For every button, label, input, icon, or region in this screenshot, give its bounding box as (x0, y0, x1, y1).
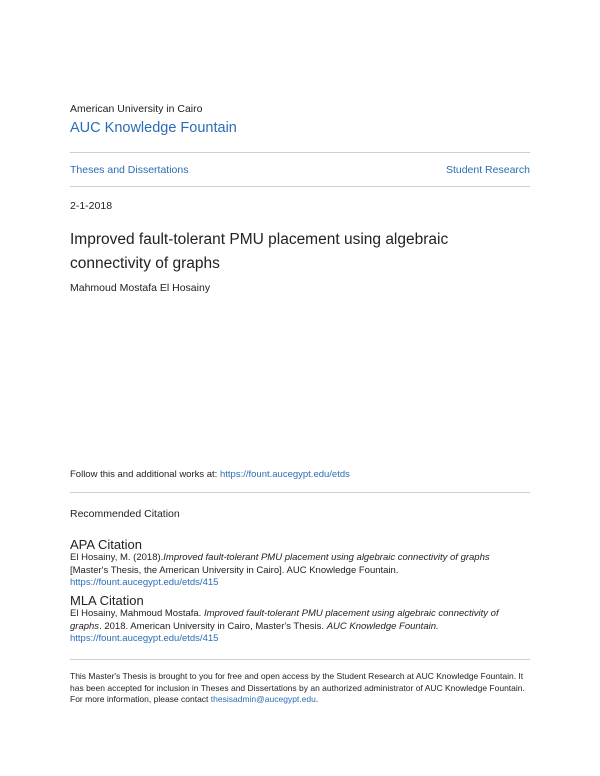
apa-link[interactable]: https://fount.aucegypt.edu/etds/415 (70, 577, 219, 588)
mla-citation-block (70, 593, 530, 646)
apa-heading: APA Citation (70, 537, 143, 552)
mla-rest: . 2018. American University in Cairo, Master's Thesis. (99, 620, 327, 632)
apa-rest: [Master's Thesis, the American University in Cairo]. AUC Knowledge Fountain. (70, 564, 399, 576)
apa-title: Improved fault-tolerant PMU placement using algebraic connectivity of graphs (163, 552, 490, 563)
mla-heading: MLA Citation (70, 593, 144, 608)
follow-link[interactable]: https://fount.aucegypt.edu/etds (219, 469, 350, 480)
divider-nav (70, 186, 530, 187)
recommended-citation-heading: Recommended Citation (70, 508, 180, 520)
footer-notice (70, 671, 535, 706)
footer-end: . (315, 694, 319, 704)
apa-citation-block (70, 537, 530, 590)
divider-follow (70, 492, 530, 493)
publication-date: 2-1-2018 (70, 200, 113, 212)
follow-text: Follow this and additional works at: (70, 469, 220, 480)
document-author: Mahmoud Mostafa El Hosainy (70, 282, 211, 294)
repository-name[interactable]: AUC Knowledge Fountain (70, 120, 237, 136)
mla-authors: El Hosainy, Mahmoud Mostafa. (70, 608, 204, 619)
nav-student-research-link[interactable]: Student Research (445, 164, 530, 176)
document-title: Improved fault-tolerant PMU placement using algebraic connectivity of graphs (70, 231, 449, 272)
follow-line (70, 469, 350, 480)
mla-citation-text (70, 608, 530, 646)
divider-footer (70, 659, 530, 660)
divider-top (70, 152, 530, 153)
mla-link[interactable]: https://fount.aucegypt.edu/etds/415 (70, 633, 219, 644)
apa-authors: El Hosainy, M. (2018). (70, 552, 164, 563)
mla-source: AUC Knowledge Fountain. (326, 620, 439, 632)
university-name: American University in Cairo (70, 103, 203, 115)
footer-text: This Master's Thesis is brought to you for free and open access by the Student Research at AUC Knowledge Fountain. It has been accepted for inclusion in Theses and Dissertations by an authorized administrator of AUC Knowledge Fountain. For more information, please contact (70, 671, 525, 704)
nav-theses-link[interactable]: Theses and Dissertations (70, 164, 189, 176)
apa-citation-text (70, 552, 530, 590)
contact-email-link[interactable]: thesisadmin@aucegypt.edu (210, 694, 316, 704)
mla-title: Improved fault-tolerant PMU placement using algebraic connectivity of graphs (70, 608, 499, 632)
